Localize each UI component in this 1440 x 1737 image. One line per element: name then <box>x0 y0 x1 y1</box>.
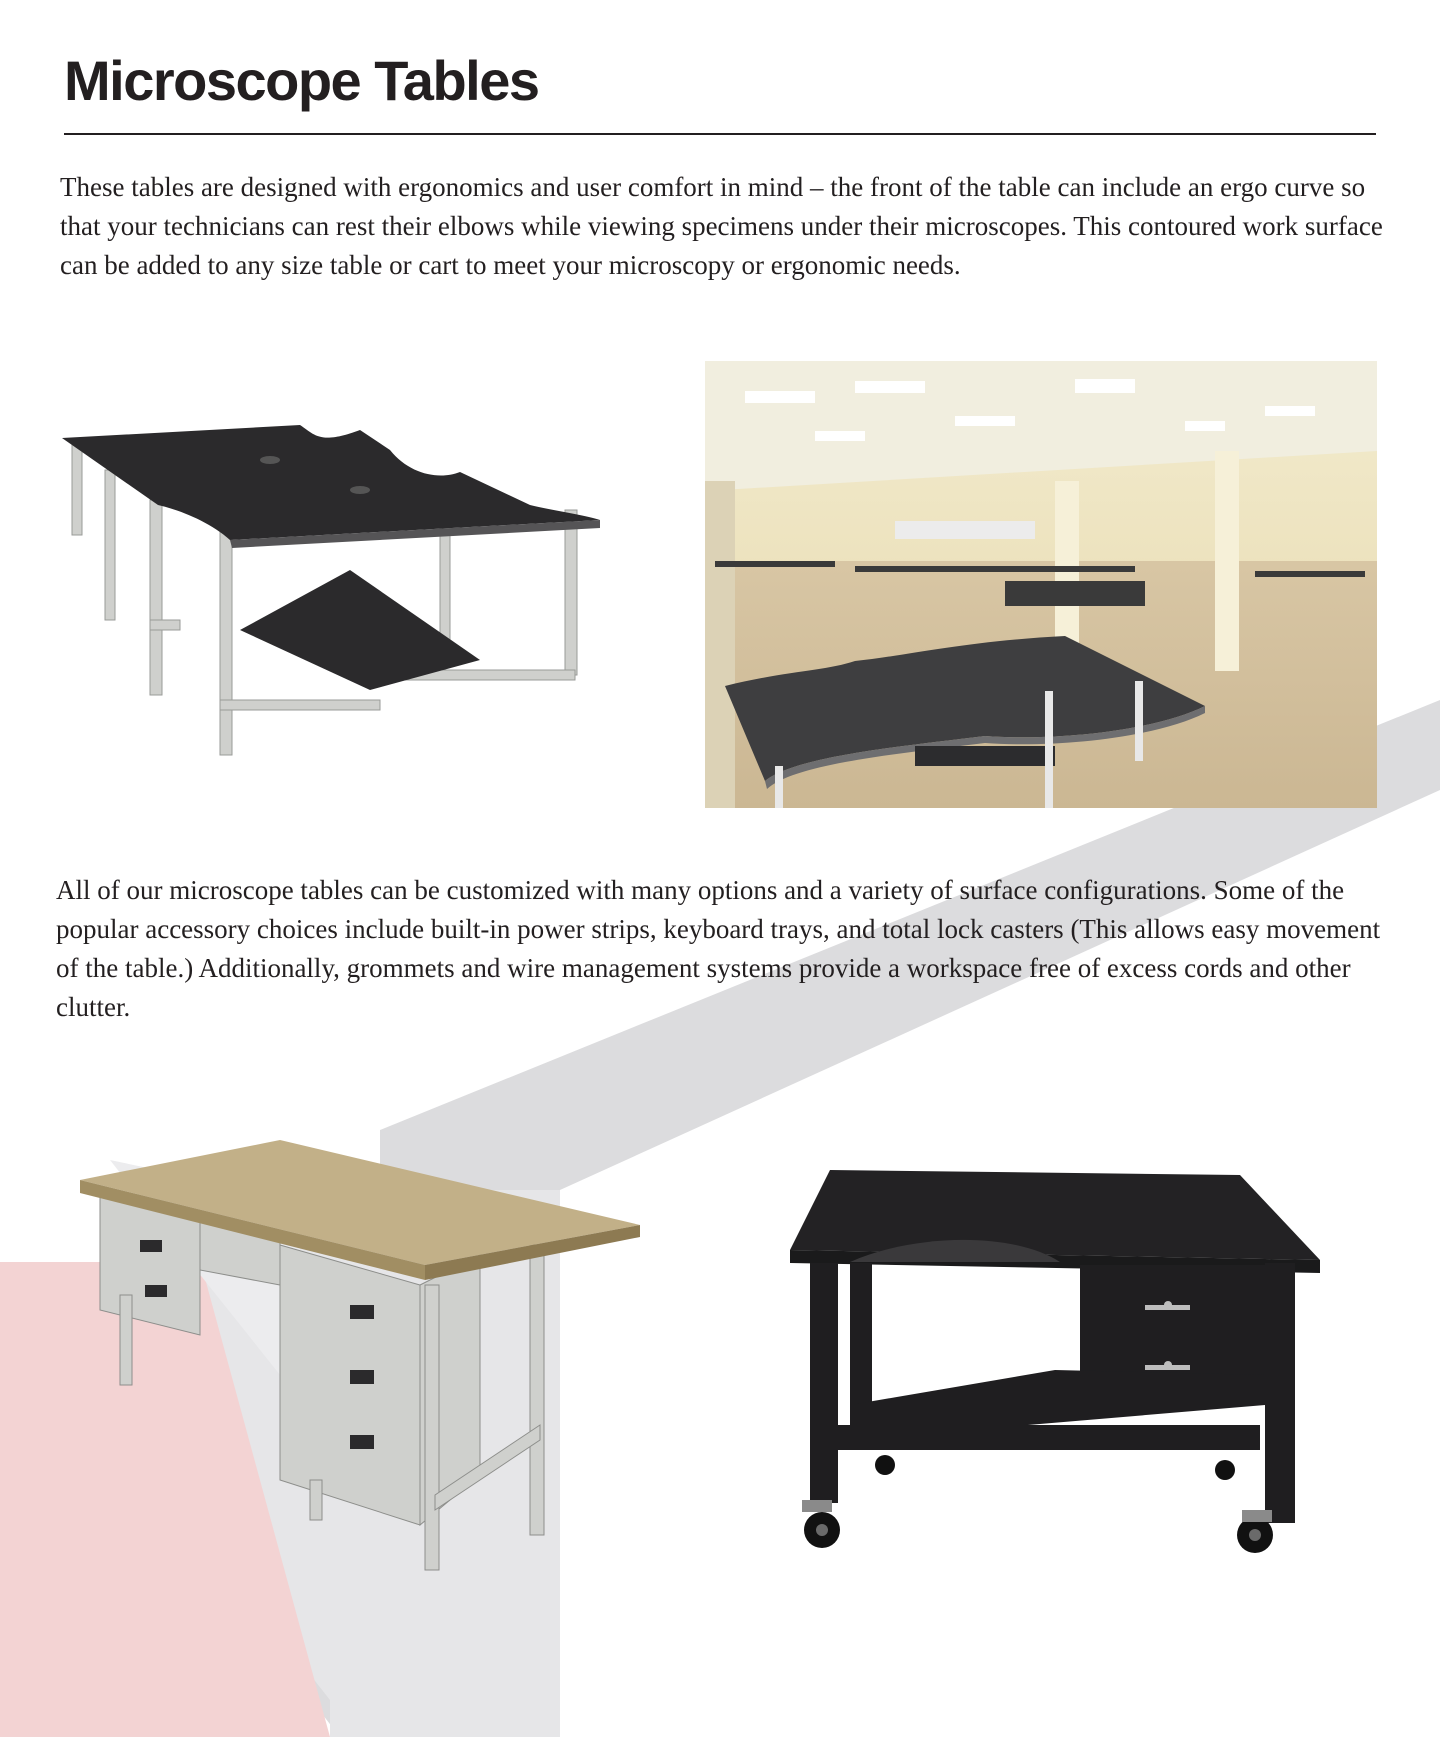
lab-room-photo <box>705 361 1377 808</box>
black-cart-photo <box>790 1165 1335 1560</box>
options-paragraph: All of our microscope tables can be customized with many options and a variety of surface configurations. Some of the popular accessory choices include built-in power strips, keyboard trays, and total lock casters (This allows easy movement of the table.) Additionally, grommets and wire management systems provide a workspace free of excess cords and other clutter. <box>56 875 1381 1022</box>
stainless-desk-photo <box>80 1135 650 1585</box>
title-divider <box>64 133 1376 135</box>
page-title: Microscope Tables <box>64 49 539 112</box>
intro-paragraph: These tables are designed with ergonomics and user comfort in mind – the front of the table can include an ergo curve so that your technicians can rest their elbows while viewing specimens under their microscopes. This contoured work surface can be added to any size table or cart to meet your microscopy or ergonomic needs. <box>60 172 1383 280</box>
ergo-tables-photo <box>60 420 600 770</box>
